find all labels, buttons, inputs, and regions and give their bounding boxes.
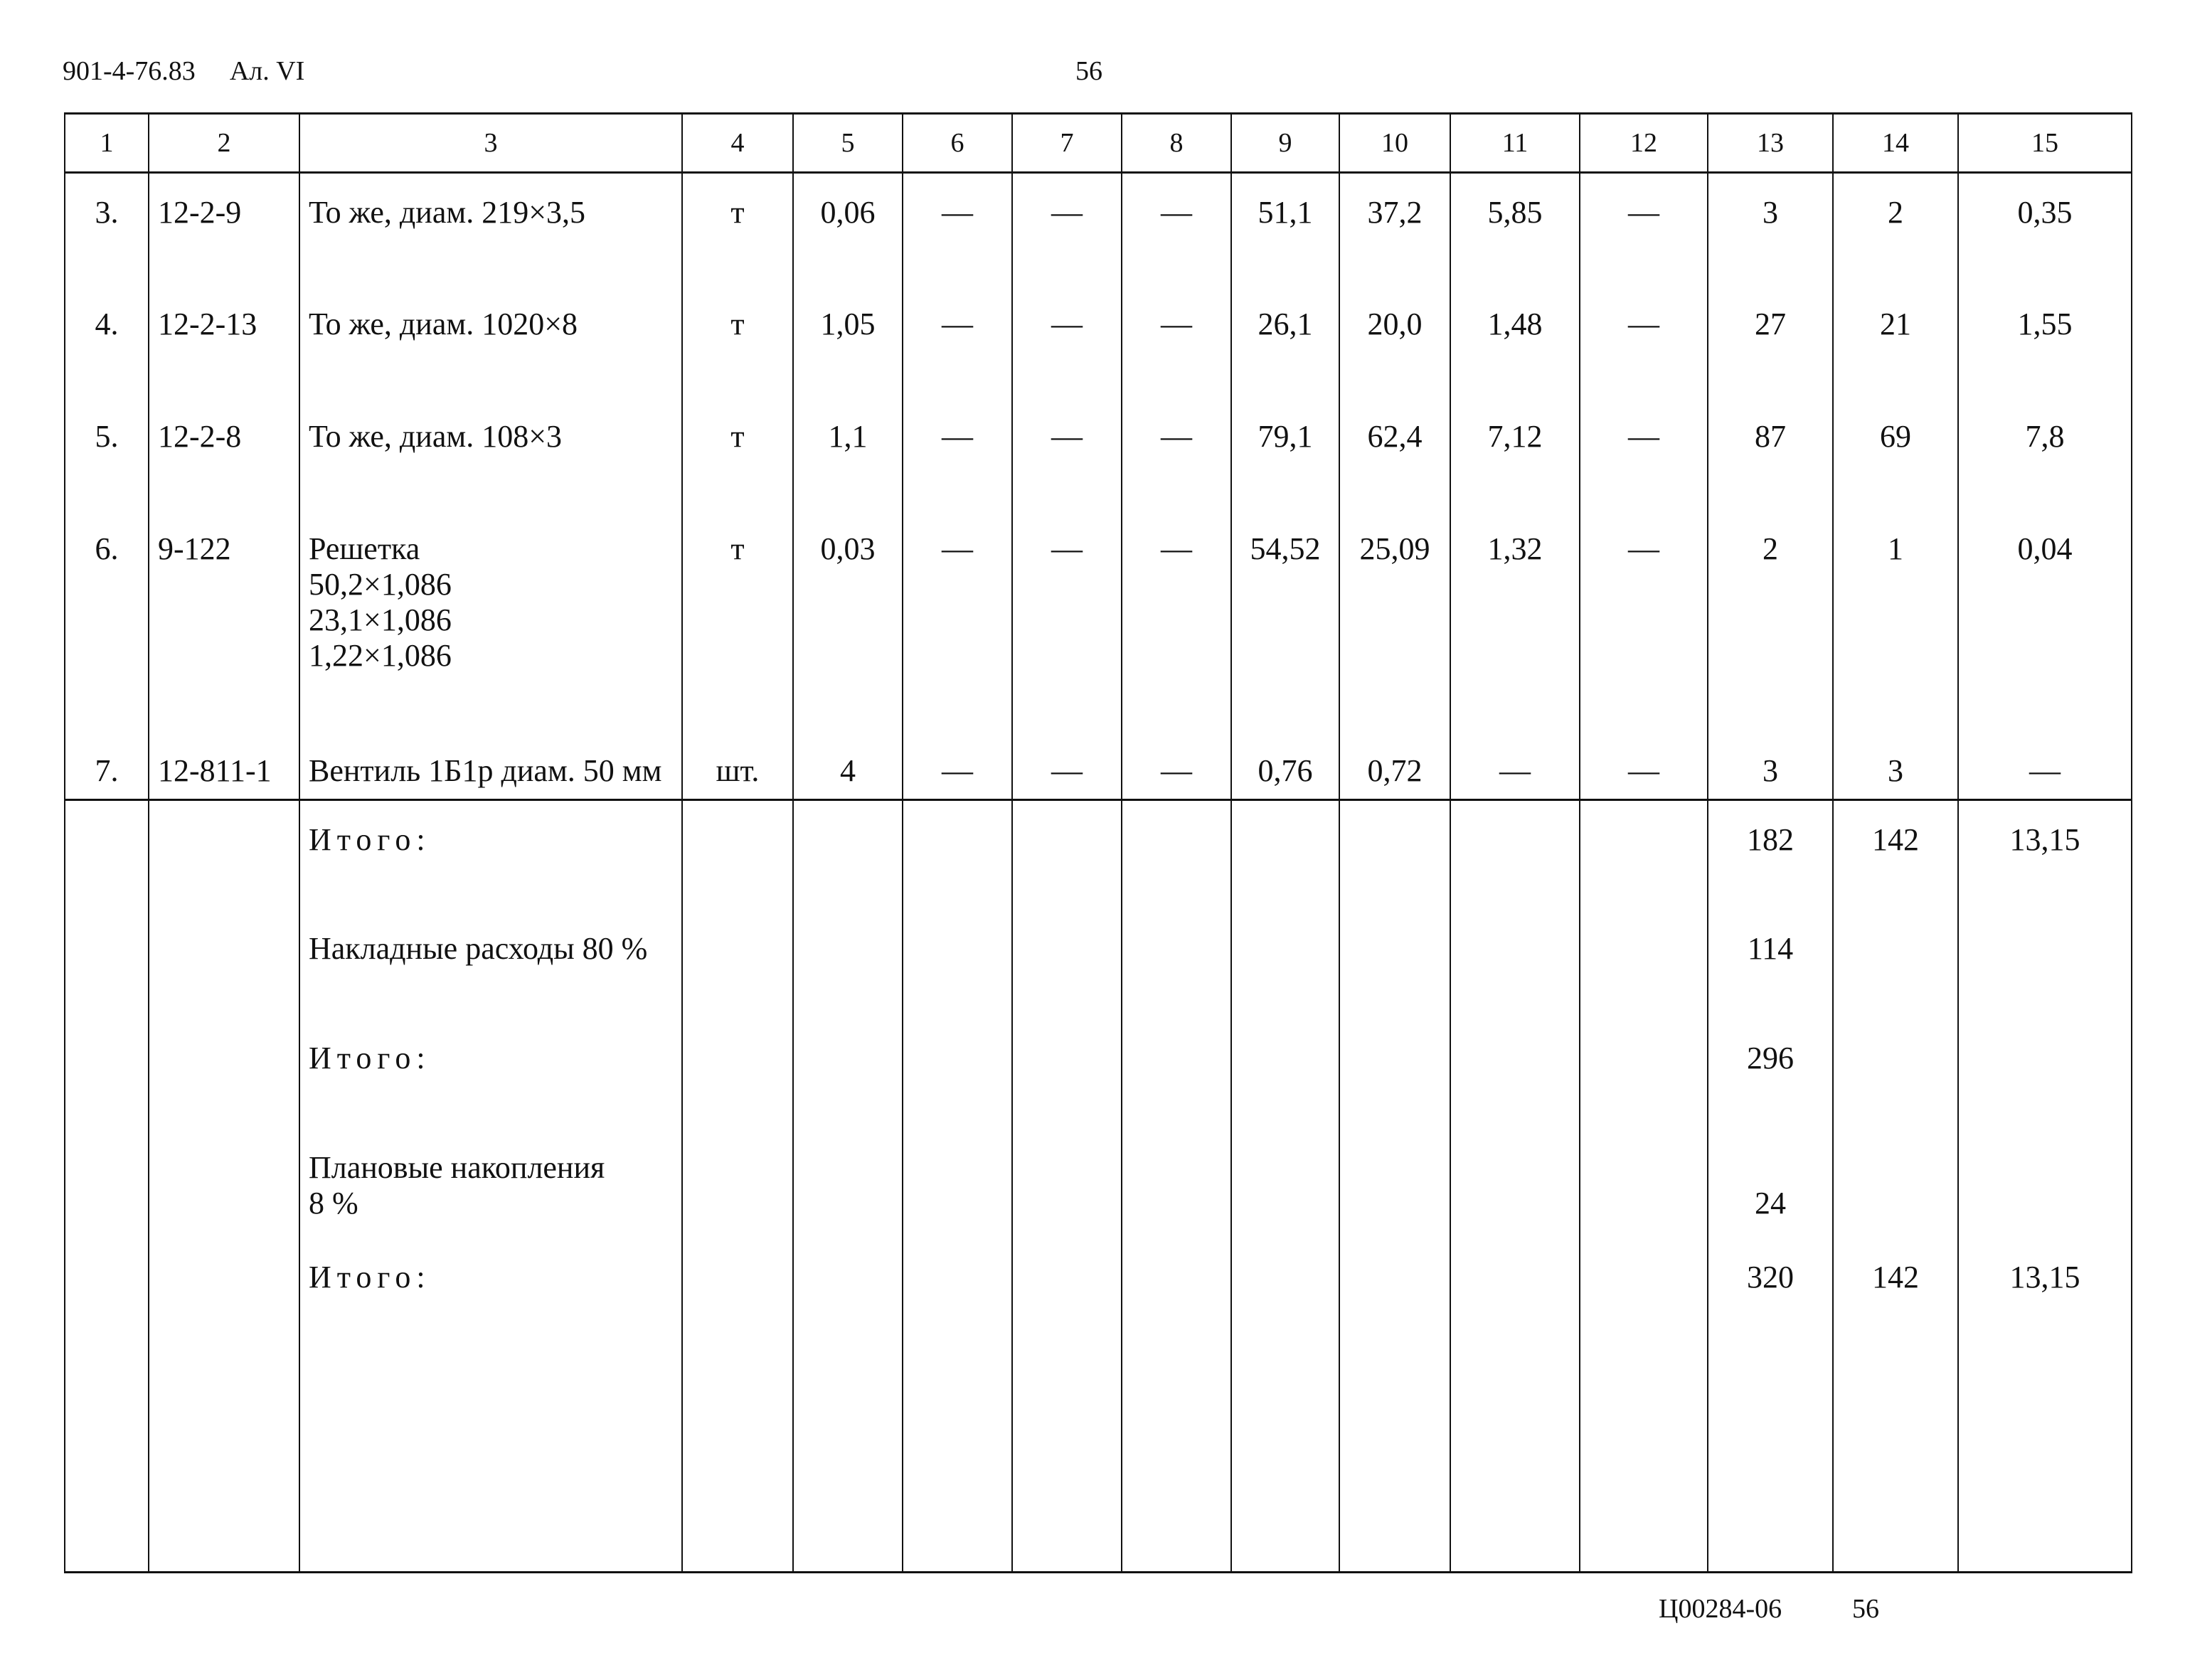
empty-cell [1833,1348,1958,1573]
empty-cell [682,800,793,910]
item-name-line: 23,1×1,086 [309,602,452,637]
empty-cell [65,1348,149,1573]
table-row [65,732,2132,800]
summary-total-14 [1833,910,1958,1019]
summary-total-13: 114 [1708,910,1833,1019]
summary-total-15: 13,15 [1958,1238,2132,1348]
summary-label [299,910,682,1019]
unit: т [682,398,793,510]
unit: шт. [682,732,793,800]
empty-cell [793,1238,903,1348]
empty-cell [1012,800,1122,910]
summary-label-line: Итого: [309,822,431,857]
cell-c12: — [1580,285,1708,398]
item-name [299,510,682,732]
summary-label [299,1019,682,1129]
cell-c9: 51,1 [1231,173,1339,285]
cell-c9: 79,1 [1231,398,1339,510]
cell-c11: 5,85 [1450,173,1580,285]
cell-c10: 25,09 [1339,510,1450,732]
cell-c8: — [1122,398,1231,510]
cell-c11: 1,32 [1450,510,1580,732]
empty-cell [903,1348,1012,1573]
summary-label [299,800,682,910]
item-name-line: 1,22×1,086 [309,637,452,673]
summary-total-13: 24 [1708,1129,1833,1238]
cell-c6: — [903,285,1012,398]
empty-cell [1580,1019,1708,1129]
unit: т [682,285,793,398]
item-name-line: То же, диам. 108×3 [309,418,563,454]
cell-c15: — [1958,732,2132,800]
cell-c9: 54,52 [1231,510,1339,732]
summary-label [299,1129,682,1238]
empty-cell [1122,1019,1231,1129]
empty-cell [1580,910,1708,1019]
filler-row [65,1348,2132,1573]
cell-c12: — [1580,173,1708,285]
column-number: 14 [1833,114,1958,173]
cell-c14: 2 [1833,173,1958,285]
cell-c9: 26,1 [1231,285,1339,398]
column-number: 9 [1231,114,1339,173]
item-name [299,398,682,510]
column-number: 13 [1708,114,1833,173]
column-number: 8 [1122,114,1231,173]
table-row [65,285,2132,398]
summary-total-15 [1958,1019,2132,1129]
empty-cell [1231,1348,1339,1573]
empty-cell [793,910,903,1019]
empty-cell [1012,1019,1122,1129]
empty-cell [1339,1348,1450,1573]
empty-cell [1580,800,1708,910]
table-row [65,510,2132,732]
summary-total-14 [1833,1129,1958,1238]
cell-c13: 3 [1708,173,1833,285]
cell-c14: 3 [1833,732,1958,800]
empty-cell [1122,1129,1231,1238]
empty-cell [793,800,903,910]
summary-row [65,800,2132,910]
quantity: 1,1 [793,398,903,510]
empty-cell [1708,1348,1833,1573]
cell-c15: 1,55 [1958,285,2132,398]
footer-document-code: Ц00284-06 [1659,1594,1782,1624]
empty-cell [1339,1019,1450,1129]
cell-c7: — [1012,732,1122,800]
cell-c9: 0,76 [1231,732,1339,800]
column-number: 11 [1450,114,1580,173]
empty-cell [1231,910,1339,1019]
item-name [299,173,682,285]
cell-c6: — [903,510,1012,732]
empty-cell [793,1348,903,1573]
summary-row [65,910,2132,1019]
summary-total-13: 182 [1708,800,1833,910]
empty-cell [1580,1348,1708,1573]
cell-c15: 7,8 [1958,398,2132,510]
column-number: 1 [65,114,149,173]
summary-total-15 [1958,910,2132,1019]
estimate-table [64,112,2132,1573]
empty-cell [65,800,149,910]
footer-page-number: 56 [1852,1594,1879,1624]
empty-cell [1580,1238,1708,1348]
empty-cell [903,800,1012,910]
cell-c6: — [903,398,1012,510]
empty-cell [149,1238,299,1348]
column-number: 10 [1339,114,1450,173]
empty-cell [903,1019,1012,1129]
column-number: 12 [1580,114,1708,173]
empty-cell [903,910,1012,1019]
summary-label-line: Итого: [309,1040,431,1075]
rate-code: 12-2-13 [149,285,299,398]
empty-cell [1122,800,1231,910]
row-number: 7. [65,732,149,800]
empty-cell [1231,1238,1339,1348]
empty-cell [682,1019,793,1129]
summary-label-line: Накладные расходы 80 % [309,930,648,966]
cell-c8: — [1122,285,1231,398]
empty-cell [1012,1238,1122,1348]
summary-total-14 [1833,1019,1958,1129]
cell-c13: 27 [1708,285,1833,398]
cell-c6: — [903,173,1012,285]
summary-label [299,1238,682,1348]
empty-cell [149,910,299,1019]
cell-c10: 0,72 [1339,732,1450,800]
cell-c14: 21 [1833,285,1958,398]
quantity: 0,06 [793,173,903,285]
empty-cell [65,1129,149,1238]
empty-cell [1012,1129,1122,1238]
summary-row [65,1129,2132,1238]
document-number: 901-4-76.83 [63,56,196,86]
unit: т [682,510,793,732]
empty-cell [793,1019,903,1129]
empty-cell [1450,1129,1580,1238]
cell-c11: — [1450,732,1580,800]
summary-total-15: 13,15 [1958,800,2132,910]
empty-cell [1012,910,1122,1019]
cell-c11: 7,12 [1450,398,1580,510]
item-name-line: Вентиль 1Б1р диам. 50 мм [309,753,662,788]
cell-c15: 0,04 [1958,510,2132,732]
empty-cell [1012,1348,1122,1573]
empty-cell [65,1238,149,1348]
column-number: 3 [299,114,682,173]
column-number: 7 [1012,114,1122,173]
cell-c7: — [1012,398,1122,510]
cell-c7: — [1012,173,1122,285]
column-number: 2 [149,114,299,173]
empty-cell [682,1238,793,1348]
empty-cell [903,1129,1012,1238]
table-row [65,173,2132,285]
document-code [63,55,304,87]
empty-cell [1450,1348,1580,1573]
summary-total-14: 142 [1833,1238,1958,1348]
empty-cell [65,1019,149,1129]
cell-c14: 1 [1833,510,1958,732]
summary-row [65,1238,2132,1348]
empty-cell [1450,910,1580,1019]
cell-c13: 87 [1708,398,1833,510]
cell-c10: 37,2 [1339,173,1450,285]
empty-cell [1122,1348,1231,1573]
cell-c12: — [1580,398,1708,510]
empty-cell [1339,910,1450,1019]
cell-c13: 3 [1708,732,1833,800]
quantity: 1,05 [793,285,903,398]
rate-code: 12-2-9 [149,173,299,285]
empty-cell [1450,1238,1580,1348]
column-number: 4 [682,114,793,173]
empty-cell [682,1129,793,1238]
column-number-row [65,114,2132,173]
cell-c8: — [1122,732,1231,800]
rate-code: 12-811-1 [149,732,299,800]
cell-c11: 1,48 [1450,285,1580,398]
cell-c12: — [1580,732,1708,800]
cell-c7: — [1012,510,1122,732]
item-name-line: 50,2×1,086 [309,566,452,602]
summary-label-line: Итого: [309,1259,431,1294]
empty-cell [682,1348,793,1573]
item-name [299,732,682,800]
column-number: 6 [903,114,1012,173]
page-number: 56 [1075,56,1102,86]
cell-c8: — [1122,510,1231,732]
column-number: 5 [793,114,903,173]
item-name-line: То же, диам. 1020×8 [309,306,578,341]
cell-c15: 0,35 [1958,173,2132,285]
empty-cell [1580,1129,1708,1238]
rate-code: 9-122 [149,510,299,732]
empty-cell [1958,1348,2132,1573]
cell-c13: 2 [1708,510,1833,732]
cell-c14: 69 [1833,398,1958,510]
summary-total-13: 320 [1708,1238,1833,1348]
summary-total-15 [1958,1129,2132,1238]
empty-cell [1231,800,1339,910]
summary-total-13: 296 [1708,1019,1833,1129]
empty-cell [149,1019,299,1129]
cell-c12: — [1580,510,1708,732]
empty-cell [682,910,793,1019]
summary-label-line: 8 % [309,1185,358,1221]
row-number: 3. [65,173,149,285]
cell-c6: — [903,732,1012,800]
quantity: 0,03 [793,510,903,732]
empty-cell [65,910,149,1019]
cell-c8: — [1122,173,1231,285]
sheet-label: Ал. VI [229,56,305,86]
empty-cell [149,1129,299,1238]
cell-c7: — [1012,285,1122,398]
column-number: 15 [1958,114,2132,173]
summary-label-line: Плановые накопления [309,1149,605,1185]
empty-cell [1450,1019,1580,1129]
cell-c10: 20,0 [1339,285,1450,398]
item-name-line: Решетка [309,531,420,566]
item-name-line: То же, диам. 219×3,5 [309,195,586,230]
item-name [299,285,682,398]
empty-cell [1231,1019,1339,1129]
empty-cell [1122,1238,1231,1348]
rate-code: 12-2-8 [149,398,299,510]
row-number: 6. [65,510,149,732]
empty-cell [793,1129,903,1238]
empty-cell [1450,800,1580,910]
empty-cell [149,800,299,910]
table-row [65,398,2132,510]
quantity: 4 [793,732,903,800]
cell-c10: 62,4 [1339,398,1450,510]
unit: т [682,173,793,285]
empty-cell [1339,800,1450,910]
row-number: 4. [65,285,149,398]
empty-cell [299,1348,682,1573]
empty-cell [1122,910,1231,1019]
row-number: 5. [65,398,149,510]
summary-total-14: 142 [1833,800,1958,910]
empty-cell [149,1348,299,1573]
empty-cell [1339,1238,1450,1348]
summary-row [65,1019,2132,1129]
empty-cell [1231,1129,1339,1238]
empty-cell [903,1238,1012,1348]
empty-cell [1339,1129,1450,1238]
